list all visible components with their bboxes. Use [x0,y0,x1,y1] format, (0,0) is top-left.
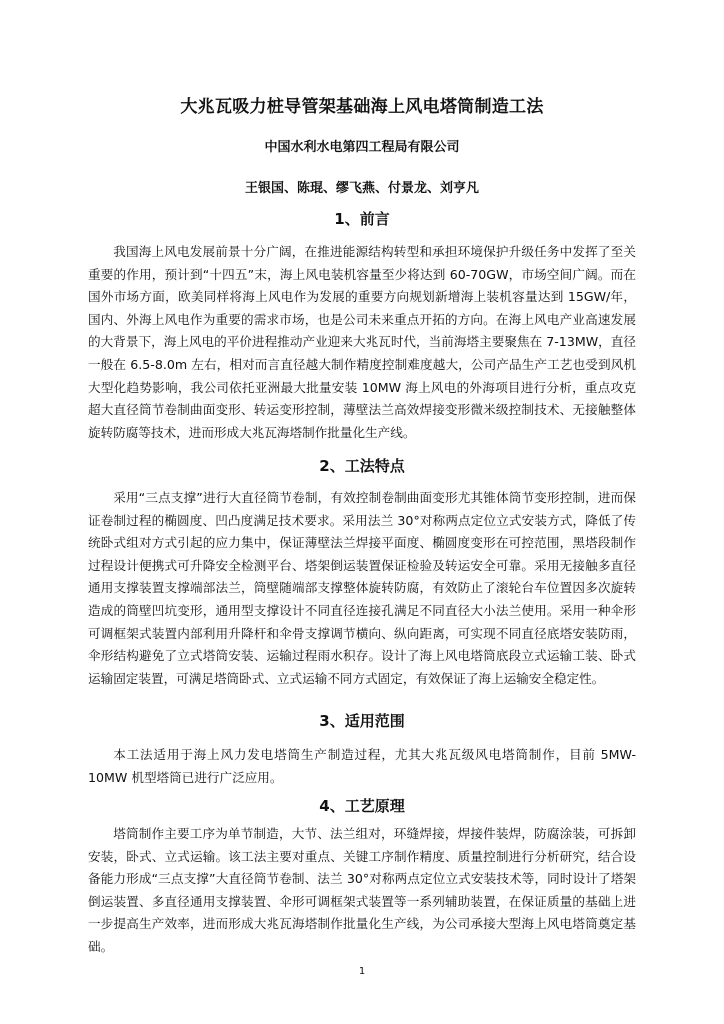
section-body-scope: 本工法适用于海上风力发电塔筒生产制造过程，尤其大兆瓦级风电塔筒制作，目前 5MW-10MW 机型塔筒已进行广泛应用。 [88,747,636,785]
section-heading-features: 2、工法特点 [319,457,405,475]
section-body-principle: 塔筒制作主要工序为单节制造，大节、法兰组对，环缝焊接，焊接件装焊，防腐涂装，可拆卸安装，卧式、立式运输。该工法主要对重点、关键工序制作精度、质量控制进行分析研究，结合设备能力形成“三点支撑”大直径筒节卷制、法兰 30°对称两点定位立式安装技术等，同时设计了塔架倒运装置、多直径通用支撑装置、伞形可调框架式装置等一系列辅助装置，在保证质量的基础上进一步提高生产效率，进而形成大兆瓦海塔制作批量化生产线，为公司承接大型海上风电塔筒奠定基础。 [88,826,636,954]
page-number: 1 [358,966,366,977]
section-heading-principle: 4、工艺原理 [319,797,405,815]
organization-name: 中国水利水电第四工程局有限公司 [264,140,460,155]
section-body-foreword: 我国海上风电发展前景十分广阔，在推进能源结构转型和承担环境保护升级任务中发挥了至关重要的作用，预计到“十四五”末，海上风电装机容量至少将达到 60-70GW，市场空间广阔。而在国外市场方面，欧美同样将海上风电作为发展的重要方向规划新增海上装机容量达到 15GW/年，国内、外海上风电作为重要的需求市场，也是公司未来重点开拓的方向。在海上风电产业高速发展的大背景下，海上风电的平价进程推动产业迎来大兆瓦时代，当前海塔主要聚焦在 7-13MW，直径一般在 6.5-8.0m 左右，相对而言直径越大制作精度控制难度越大，公司产品生产工艺也受到风机大型化趋势影响，我公司依托亚洲最大批量安装 10MW 海上风电的外海项目进行分析，重点攻克超大直径筒节卷制曲面变形、转运变形控制，薄壁法兰高效焊接变形微米级控制技术、无接触整体旋转防腐等技术，进而形成大兆瓦海塔制作批量化生产线。 [88,244,636,440]
section-heading-scope: 3、适用范围 [319,712,405,730]
author-list: 王银国、陈琨、缪飞燕、付景龙、刘亨凡 [244,181,479,196]
section-heading-foreword: 1、前言 [334,210,390,228]
document-title: 大兆瓦吸力桩导管架基础海上风电塔筒制造工法 [180,97,544,117]
section-body-features: 采用“三点支撑”进行大直径筒节卷制，有效控制卷制曲面变形尤其锥体筒节变形控制，进而保证卷制过程的椭圆度、凹凸度满足技术要求。采用法兰 30°对称两点定位立式安装方式，降低了传统卧式组对方式引起的应力集中，保证薄壁法兰焊接平面度、椭圆度变形在可控范围，黑塔段制作过程设计便携式可升降安全检测平台、塔架倒运装置保证检验及转运安全可靠。采用无接触多直径通用支撑装置支撑端部法兰，筒壁随端部支撑整体旋转防腐，有效防止了滚轮台车位置因多次旋转造成的筒壁凹坑变形，通用型支撑设计不同直径连接孔满足不同直径大小法兰使用。采用一种伞形可调框架式装置内部利用升降杆和伞骨支撑调节横向、纵向距离，可实现不同直径底塔安装防雨，伞形结构避免了立式塔筒安装、运输过程雨水积存。设计了海上风电塔筒底段立式运输工装、卧式运输固定装置，可满足塔筒卧式、立式运输不同方式固定，有效保证了海上运输安全稳定性。 [88,490,636,686]
